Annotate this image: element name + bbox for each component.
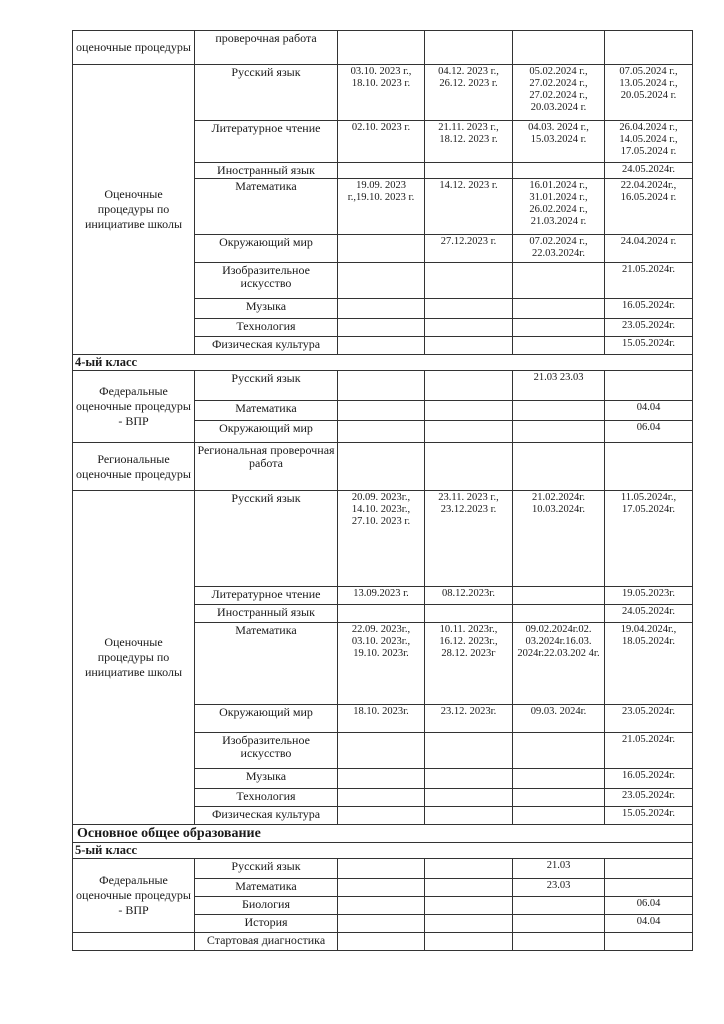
date-cell-q2 xyxy=(425,859,513,879)
date-cell-q1 xyxy=(338,733,425,769)
date-cell-q4: 24.05.2024г. xyxy=(605,163,693,179)
date-cell-q3: 21.03 xyxy=(513,859,605,879)
date-cell-q2: 27.12.2023 г. xyxy=(425,235,513,263)
category-cell xyxy=(73,933,195,951)
schedule-table xyxy=(72,30,693,951)
date-cell-q2: 04.12. 2023 г., 26.12. 2023 г. xyxy=(425,65,513,121)
subject-cell: Окружающий мир xyxy=(195,235,338,263)
date-cell-q2 xyxy=(425,299,513,319)
subject-cell: Русский язык xyxy=(195,859,338,879)
date-cell-q3 xyxy=(513,421,605,443)
date-cell-q3: 09.03. 2024г. xyxy=(513,705,605,733)
date-cell-q4: 22.04.2024г., 16.05.2024 г. xyxy=(605,179,693,235)
date-cell-q4: 04.04 xyxy=(605,401,693,421)
date-cell-q4: 16.05.2024г. xyxy=(605,299,693,319)
date-cell-q4: 15.05.2024г. xyxy=(605,337,693,355)
table-row xyxy=(73,371,693,401)
subject-cell: Русский язык xyxy=(195,371,338,401)
date-cell-q1 xyxy=(338,789,425,807)
date-cell-q1: 19.09. 2023 г.,19.10. 2023 г. xyxy=(338,179,425,235)
date-cell-q1 xyxy=(338,235,425,263)
subject-cell: Региональная проверочная работа xyxy=(195,443,338,491)
date-cell-q2 xyxy=(425,789,513,807)
date-cell-q3 xyxy=(513,605,605,623)
date-cell-q1 xyxy=(338,163,425,179)
date-cell-q3 xyxy=(513,933,605,951)
subject-cell: Русский язык xyxy=(195,65,338,121)
date-cell-q2: 14.12. 2023 г. xyxy=(425,179,513,235)
subject-cell: Стартовая диагностика xyxy=(195,933,338,951)
date-cell-q2: 08.12.2023г. xyxy=(425,587,513,605)
date-cell-q2 xyxy=(425,31,513,65)
date-cell-q3 xyxy=(513,31,605,65)
date-cell-q4: 04.04 xyxy=(605,915,693,933)
date-cell-q2 xyxy=(425,401,513,421)
date-cell-q1 xyxy=(338,371,425,401)
date-cell-q1: 13.09.2023 г. xyxy=(338,587,425,605)
subject-cell: Технология xyxy=(195,319,338,337)
assessment-schedule xyxy=(72,30,692,951)
date-cell-q2 xyxy=(425,807,513,825)
category-cell: Федеральные оценочные процедуры - ВПР xyxy=(73,371,195,443)
subject-cell: Математика xyxy=(195,879,338,897)
date-cell-q2 xyxy=(425,163,513,179)
date-cell-q1 xyxy=(338,337,425,355)
date-cell-q4: 06.04 xyxy=(605,897,693,915)
date-cell-q2 xyxy=(425,879,513,897)
date-cell-q3 xyxy=(513,443,605,491)
date-cell-q1 xyxy=(338,897,425,915)
subject-cell: Физическая культура xyxy=(195,337,338,355)
table-row xyxy=(73,443,693,491)
date-cell-q4: 19.04.2024г., 18.05.2024г. xyxy=(605,623,693,705)
date-cell-q4: 23.05.2024г. xyxy=(605,705,693,733)
category-cell: Региональные оценочные процедуры xyxy=(73,443,195,491)
date-cell-q4: 23.05.2024г. xyxy=(605,789,693,807)
date-cell-q4 xyxy=(605,933,693,951)
date-cell-q2: 21.11. 2023 г., 18.12. 2023 г. xyxy=(425,121,513,163)
date-cell-q1: 18.10. 2023г. xyxy=(338,705,425,733)
subject-cell: Окружающий мир xyxy=(195,705,338,733)
subject-cell: проверочная работа xyxy=(195,31,338,65)
date-cell-q4 xyxy=(605,859,693,879)
date-cell-q4: 19.05.2023г. xyxy=(605,587,693,605)
subject-cell: История xyxy=(195,915,338,933)
subject-cell: Русский язык xyxy=(195,491,338,587)
date-cell-q1: 22.09. 2023г., 03.10. 2023г., 19.10. 2023г. xyxy=(338,623,425,705)
date-cell-q1 xyxy=(338,421,425,443)
subject-cell: Литературное чтение xyxy=(195,587,338,605)
section-heading: Основное общее образование xyxy=(73,825,693,843)
date-cell-q1 xyxy=(338,807,425,825)
subject-cell: Иностранный язык xyxy=(195,163,338,179)
subject-cell: Физическая культура xyxy=(195,807,338,825)
date-cell-q2 xyxy=(425,319,513,337)
date-cell-q1: 03.10. 2023 г., 18.10. 2023 г. xyxy=(338,65,425,121)
date-cell-q2 xyxy=(425,371,513,401)
date-cell-q4: 23.05.2024г. xyxy=(605,319,693,337)
date-cell-q1 xyxy=(338,859,425,879)
date-cell-q3 xyxy=(513,319,605,337)
category-cell: Оценочные процедуры по инициативе школы xyxy=(73,491,195,825)
date-cell-q4 xyxy=(605,31,693,65)
date-cell-q2 xyxy=(425,421,513,443)
subject-cell: Технология xyxy=(195,789,338,807)
date-cell-q1: 20.09. 2023г., 14.10. 2023г., 27.10. 2023 г. xyxy=(338,491,425,587)
category-cell: Федеральные оценочные процедуры - ВПР xyxy=(73,859,195,933)
date-cell-q3 xyxy=(513,337,605,355)
subject-cell: Математика xyxy=(195,623,338,705)
date-cell-q4: 26.04.2024 г., 14.05.2024 г., 17.05.2024 г. xyxy=(605,121,693,163)
date-cell-q3 xyxy=(513,807,605,825)
table-row xyxy=(73,859,693,879)
date-cell-q4: 21.05.2024г. xyxy=(605,263,693,299)
date-cell-q3 xyxy=(513,789,605,807)
table-row xyxy=(73,825,693,843)
date-cell-q1 xyxy=(338,31,425,65)
date-cell-q1 xyxy=(338,443,425,491)
date-cell-q2 xyxy=(425,933,513,951)
table-row xyxy=(73,65,693,121)
date-cell-q3: 04.03. 2024 г., 15.03.2024 г. xyxy=(513,121,605,163)
date-cell-q3 xyxy=(513,897,605,915)
subject-cell: Математика xyxy=(195,179,338,235)
grade-heading: 4-ый класс xyxy=(73,355,693,371)
date-cell-q1 xyxy=(338,933,425,951)
date-cell-q1 xyxy=(338,319,425,337)
date-cell-q3: 21.03 23.03 xyxy=(513,371,605,401)
date-cell-q3: 05.02.2024 г., 27.02.2024 г., 27.02.2024 г., 20.03.2024 г. xyxy=(513,65,605,121)
date-cell-q4: 07.05.2024 г., 13.05.2024 г., 20.05.2024 г. xyxy=(605,65,693,121)
date-cell-q2 xyxy=(425,443,513,491)
date-cell-q4 xyxy=(605,443,693,491)
date-cell-q1 xyxy=(338,915,425,933)
date-cell-q2 xyxy=(425,605,513,623)
date-cell-q2 xyxy=(425,915,513,933)
date-cell-q3: 16.01.2024 г., 31.01.2024 г., 26.02.2024 г., 21.03.2024 г. xyxy=(513,179,605,235)
date-cell-q2 xyxy=(425,897,513,915)
date-cell-q3 xyxy=(513,163,605,179)
date-cell-q2 xyxy=(425,733,513,769)
date-cell-q3: 23.03 xyxy=(513,879,605,897)
date-cell-q3 xyxy=(513,769,605,789)
date-cell-q2: 23.11. 2023 г., 23.12.2023 г. xyxy=(425,491,513,587)
date-cell-q3: 21.02.2024г. 10.03.2024г. xyxy=(513,491,605,587)
table-row xyxy=(73,843,693,859)
date-cell-q4: 06.04 xyxy=(605,421,693,443)
date-cell-q4: 24.04.2024 г. xyxy=(605,235,693,263)
table-row xyxy=(73,491,693,587)
date-cell-q3 xyxy=(513,915,605,933)
date-cell-q1 xyxy=(338,263,425,299)
date-cell-q1: 02.10. 2023 г. xyxy=(338,121,425,163)
date-cell-q1 xyxy=(338,605,425,623)
subject-cell: Иностранный язык xyxy=(195,605,338,623)
date-cell-q2 xyxy=(425,263,513,299)
subject-cell: Музыка xyxy=(195,769,338,789)
subject-cell: Музыка xyxy=(195,299,338,319)
table-row xyxy=(73,355,693,371)
date-cell-q2 xyxy=(425,769,513,789)
date-cell-q4 xyxy=(605,879,693,897)
date-cell-q1 xyxy=(338,299,425,319)
date-cell-q3 xyxy=(513,587,605,605)
date-cell-q4: 15.05.2024г. xyxy=(605,807,693,825)
subject-cell: Изобразительное искусство xyxy=(195,733,338,769)
subject-cell: Изобразительное искусство xyxy=(195,263,338,299)
date-cell-q4 xyxy=(605,371,693,401)
date-cell-q4: 24.05.2024г. xyxy=(605,605,693,623)
date-cell-q3 xyxy=(513,401,605,421)
subject-cell: Литературное чтение xyxy=(195,121,338,163)
grade-heading: 5-ый класс xyxy=(73,843,693,859)
date-cell-q3: 09.02.2024г.02. 03.2024г.16.03. 2024г.22.03.202 4г. xyxy=(513,623,605,705)
table-row xyxy=(73,31,693,65)
date-cell-q1 xyxy=(338,769,425,789)
date-cell-q2 xyxy=(425,337,513,355)
date-cell-q1 xyxy=(338,401,425,421)
date-cell-q2: 10.11. 2023г., 16.12. 2023г., 28.12. 2023г xyxy=(425,623,513,705)
category-cell: Оценочные процедуры по инициативе школы xyxy=(73,65,195,355)
date-cell-q3 xyxy=(513,299,605,319)
date-cell-q2: 23.12. 2023г. xyxy=(425,705,513,733)
date-cell-q3 xyxy=(513,733,605,769)
subject-cell: Биология xyxy=(195,897,338,915)
date-cell-q3: 07.02.2024 г., 22.03.2024г. xyxy=(513,235,605,263)
date-cell-q4: 16.05.2024г. xyxy=(605,769,693,789)
date-cell-q4: 21.05.2024г. xyxy=(605,733,693,769)
date-cell-q1 xyxy=(338,879,425,897)
category-cell: оценочные процедуры xyxy=(73,31,195,65)
date-cell-q4: 11.05.2024г., 17.05.2024г. xyxy=(605,491,693,587)
date-cell-q3 xyxy=(513,263,605,299)
table-row xyxy=(73,933,693,951)
subject-cell: Математика xyxy=(195,401,338,421)
subject-cell: Окружающий мир xyxy=(195,421,338,443)
